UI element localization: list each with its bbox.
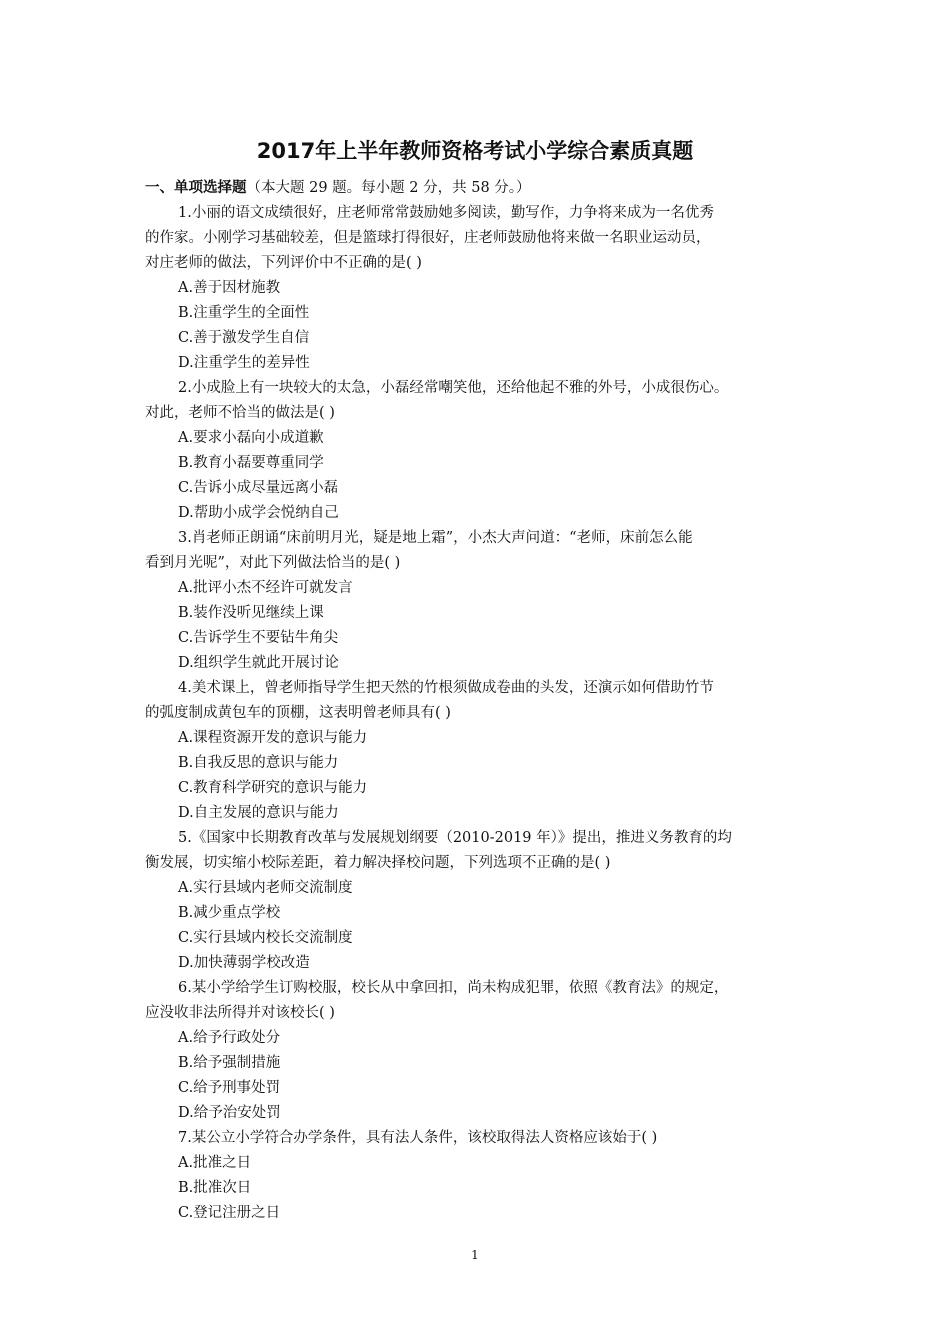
document-content bbox=[145, 177, 821, 1227]
option-d: D.自主发展的意识与能力 bbox=[178, 805, 339, 821]
question-text-line: 对此，老师不恰当的做法是( ) bbox=[145, 405, 335, 421]
option-c: C.善于激发学生自信 bbox=[178, 330, 310, 346]
question-text-line: 3.肖老师正朗诵“床前明月光，疑是地上霜”，小杰大声问道：“老师，床前怎么能 bbox=[178, 530, 693, 546]
option-b: B.自我反思的意识与能力 bbox=[178, 755, 339, 771]
option-d: D.加快薄弱学校改造 bbox=[178, 955, 310, 971]
option-b: B.给予强制措施 bbox=[178, 1055, 281, 1071]
section-note: （本大题 29 题。每小题 2 分，共 58 分。） bbox=[246, 180, 531, 196]
option-a: A.给予行政处分 bbox=[178, 1030, 281, 1046]
question-text-line: 4.美术课上，曾老师指导学生把天然的竹根须做成卷曲的头发，还演示如何借助竹节 bbox=[178, 680, 714, 696]
option-a: A.善于因材施教 bbox=[178, 280, 281, 296]
option-b: B.教育小磊要尊重同学 bbox=[178, 455, 324, 471]
question-text-line: 衡发展，切实缩小校际差距，着力解决择校问题，下列选项不正确的是( ) bbox=[145, 855, 611, 871]
option-a: A.课程资源开发的意识与能力 bbox=[178, 730, 368, 746]
question-5 bbox=[145, 827, 821, 977]
question-2 bbox=[145, 377, 821, 527]
question-text-line: 的弧度制成黄包车的顶棚，这表明曾老师具有( ) bbox=[145, 705, 451, 721]
page-number: 1 bbox=[471, 1248, 479, 1262]
section-title: 一、单项选择题 bbox=[145, 180, 247, 196]
option-a: A.实行县域内老师交流制度 bbox=[178, 880, 353, 896]
option-b: B.批准次日 bbox=[178, 1180, 252, 1196]
option-b: B.装作没听见继续上课 bbox=[178, 605, 324, 621]
question-1 bbox=[145, 202, 821, 377]
question-7 bbox=[145, 1127, 821, 1227]
option-d: D.注重学生的差异性 bbox=[178, 355, 310, 371]
option-d: D.帮助小成学会悦纳自己 bbox=[178, 505, 339, 521]
document-title: 2017年上半年教师资格考试小学综合素质真题 bbox=[256, 139, 694, 163]
option-b: B.注重学生的全面性 bbox=[178, 305, 310, 321]
question-4 bbox=[145, 677, 821, 827]
option-a: A.要求小磊向小成道歉 bbox=[178, 430, 324, 446]
question-text-line: 应没收非法所得并对该校长( ) bbox=[145, 1005, 335, 1021]
question-text-line: 6.某小学给学生订购校服，校长从中拿回扣，尚未构成犯罪，依照《教育法》的规定， bbox=[178, 980, 729, 996]
question-text-line: 5.《国家中长期教育改革与发展规划纲要（2010-2019 年）》提出，推进义务教育的均 bbox=[178, 830, 732, 846]
option-c: C.登记注册之日 bbox=[178, 1205, 281, 1221]
question-text-line: 1.小丽的语文成绩很好，庄老师常常鼓励她多阅读，勤写作，力争将来成为一名优秀 bbox=[178, 205, 714, 221]
option-b: B.减少重点学校 bbox=[178, 905, 281, 921]
question-text-line: 看到月光呢”，对此下列做法恰当的是( ) bbox=[145, 555, 401, 571]
question-text-line: 2.小成脸上有一块较大的太急，小磊经常嘲笑他，还给他起不雅的外号，小成很伤心。 bbox=[178, 380, 729, 396]
option-a: A.批准之日 bbox=[178, 1155, 252, 1171]
question-text-line: 的作家。小刚学习基础较差，但是篮球打得很好，庄老师鼓励他将来做一名职业运动员， bbox=[145, 230, 711, 246]
question-6 bbox=[145, 977, 821, 1127]
option-c: C.教育科学研究的意识与能力 bbox=[178, 780, 368, 796]
section-heading bbox=[145, 177, 821, 202]
question-text-line: 7.某公立小学符合办学条件，具有法人条件，该校取得法人资格应该始于( ) bbox=[178, 1130, 658, 1146]
option-a: A.批评小杰不经许可就发言 bbox=[178, 580, 353, 596]
question-3 bbox=[145, 527, 821, 677]
question-text-line: 对庄老师的做法，下列评价中不正确的是( ) bbox=[145, 255, 422, 271]
option-d: D.给予治安处罚 bbox=[178, 1105, 281, 1121]
option-c: C.给予刑事处罚 bbox=[178, 1080, 281, 1096]
option-d: D.组织学生就此开展讨论 bbox=[178, 655, 339, 671]
option-c: C.告诉小成尽量远离小磊 bbox=[178, 480, 339, 496]
option-c: C.实行县域内校长交流制度 bbox=[178, 930, 353, 946]
option-c: C.告诉学生不要钻牛角尖 bbox=[178, 630, 339, 646]
